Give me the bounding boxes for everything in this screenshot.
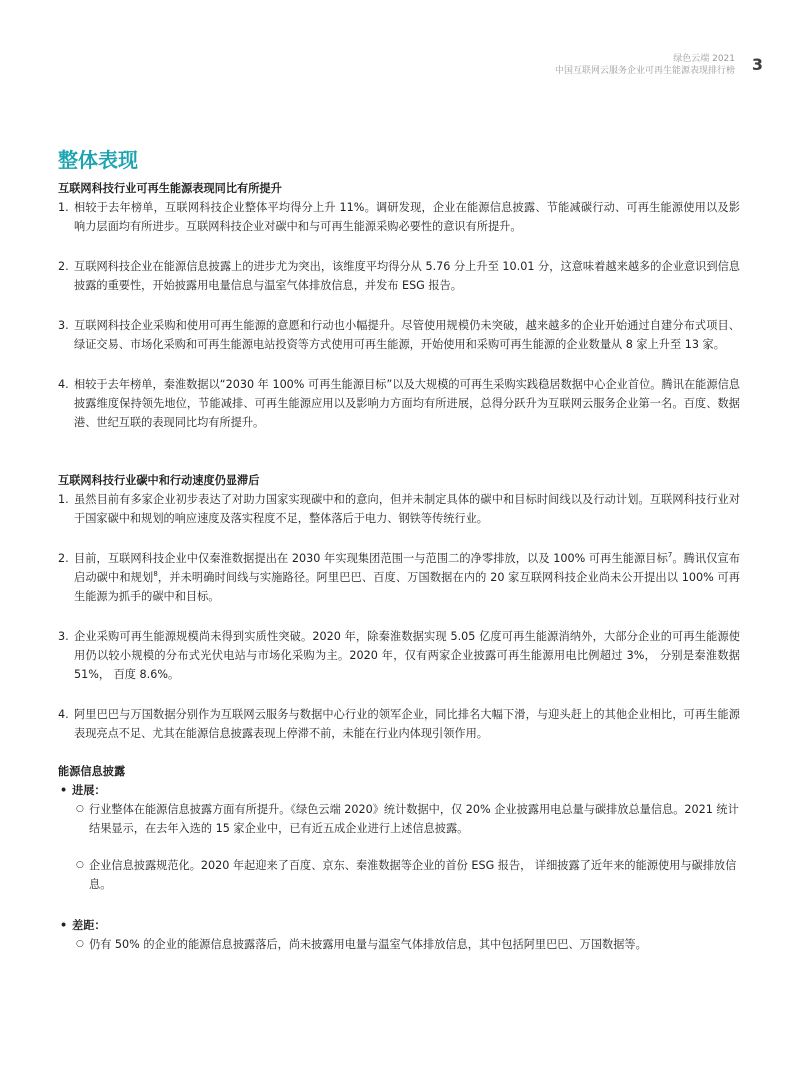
report-title-label: 中国互联网云服务企业可再生能源表现排行榜	[554, 66, 735, 76]
list-item	[58, 549, 740, 606]
list-item	[58, 375, 740, 432]
item-text: 相较于去年榜单，互联网科技企业整体平均得分上升 11%。调研发现，企业在能源信息披露、节能减碳行动、可再生能源使用以及影响力层面均有所进步。互联网科技企业对碳中和与可再生能源采购必要性的意识有所提升。	[74, 201, 740, 233]
running-header	[555, 53, 735, 77]
circle-bullet-icon: ○	[76, 804, 84, 814]
list-item	[58, 490, 740, 528]
footnote-ref: 7	[667, 551, 673, 559]
progress-label: 进展：	[72, 784, 106, 797]
page-number: 3	[751, 55, 763, 74]
item-text	[74, 549, 740, 606]
section-heading: 互联网科技行业碳中和行动速度仍显滞后	[58, 474, 260, 487]
footnote-ref: 8	[153, 570, 158, 578]
list-item	[58, 257, 740, 295]
report-series-label: 绿色云端 2021	[673, 54, 735, 64]
item-number: 3.	[58, 319, 69, 332]
item-text: 互联网科技企业在能源信息披露上的进步尤为突出，该维度平均得分从 5.76 分上升至 10.01 分，这意味着越来越多的企业意识到信息披露的重要性，开始披露用电量信息与温室气体排放信息，并发布 ESG 报告。	[74, 260, 740, 292]
item-text: 企业采购可再生能源规模尚未得到实质性突破。2020 年，除秦淮数据实现 5.05 亿度可再生能源消纳外，大部分企业的可再生能源使用仍以较小规模的分布式光伏电站与市场化采购为主。2020 年，仅有两家企业披露可再生能源用电比例超过 3%， 分别是秦淮数据 51%， 百度 8.6%。	[74, 630, 740, 681]
item-number: 2.	[58, 552, 69, 565]
item-text: 虽然目前有多家企业初步表达了对助力国家实现碳中和的意向，但并未制定具体的碳中和目标时间线以及行动计划。互联网科技行业对于国家碳中和规划的响应速度及落实程度不足，整体落后于电力、钢铁等传统行业。	[74, 493, 740, 525]
progress-heading	[60, 781, 740, 800]
list-item	[58, 316, 740, 354]
item-text: 阿里巴巴与万国数据分别作为互联网云服务与数据中心行业的领军企业，同比排名大幅下滑，与迎头赶上的其他企业相比，可再生能源表现亮点不足、尤其在能源信息披露表现上停滞不前，未能在行业内体现引领作用。	[74, 708, 740, 740]
main-content	[58, 180, 740, 972]
item-text-part: ，并未明确时间线与实施路径。阿里巴巴、百度、万国数据在内的 20 家互联网科技企业尚未公开提出以 100% 可再生能源为抓手的碳中和目标。	[74, 571, 740, 603]
section-heading: 能源信息披露	[58, 765, 126, 778]
bullet-icon: •	[60, 784, 68, 797]
item-text: 互联网科技企业采购和使用可再生能源的意愿和行动也小幅提升。尽管使用规模仍未突破，越来越多的企业开始通过自建分布式项目、绿证交易、市场化采购和可再生能源电站投资等方式使用可再生能源，开始使用和采购可再生能源的企业数量从 8 家上升至 13 家。	[74, 319, 740, 351]
item-number: 4.	[58, 378, 69, 391]
list-item	[58, 627, 740, 684]
item-text-part: 。腾讯仅宣布启动碳中和规划	[74, 552, 740, 584]
item-number: 1.	[58, 201, 69, 214]
item-number: 2.	[58, 260, 69, 273]
bullet-icon: •	[60, 919, 68, 932]
circle-bullet-icon: ○	[76, 860, 84, 870]
sub-item-text: 行业整体在能源信息披露方面有所提升。《绿色云端 2020》统计数据中，仅 20% 企业披露用电总量与碳排放总量信息。2021 统计结果显示，在去年入选的 15 家企业中，已有近五成企业进行上述信息披露。	[89, 803, 739, 835]
sub-list-item	[76, 856, 740, 894]
sub-item-text: 仍有 50% 的企业的能源信息披露落后，尚未披露用电量与温室气体排放信息，其中包括阿里巴巴、万国数据等。	[89, 938, 647, 951]
gap-heading	[60, 916, 740, 935]
circle-bullet-icon: ○	[76, 939, 84, 949]
item-number: 1.	[58, 493, 69, 506]
item-text-part: 目前，互联网科技企业中仅秦淮数据提出在 2030 年实现集团范围一与范围二的净零排放，以及 100% 可再生能源目标	[74, 552, 668, 565]
list-item	[58, 705, 740, 743]
item-number: 4.	[58, 708, 69, 721]
sub-item-text: 企业信息披露规范化。2020 年起迎来了百度、京东、秦淮数据等企业的首份 ESG 报告， 详细披露了近年来的能源使用与碳排放信息。	[89, 859, 737, 891]
item-number: 3.	[58, 630, 69, 643]
sub-list-item	[76, 800, 740, 838]
sub-list-item	[76, 935, 740, 954]
list-item	[58, 198, 740, 236]
section-heading: 互联网科技行业可再生能源表现同比有所提升	[58, 182, 282, 195]
gap-label: 差距：	[72, 919, 106, 932]
page-title: 整体表现	[58, 148, 138, 172]
item-text: 相较于去年榜单，秦淮数据以“2030 年 100% 可再生能源目标”以及大规模的可再生采购实践稳居数据中心企业首位。腾讯在能源信息披露维度保持领先地位，节能减排、可再生能源应用以及影响力方面均有所进展，总得分跃升为互联网云服务企业第一名。百度、数据港、世纪互联的表现同比均有所提升。	[74, 378, 740, 429]
